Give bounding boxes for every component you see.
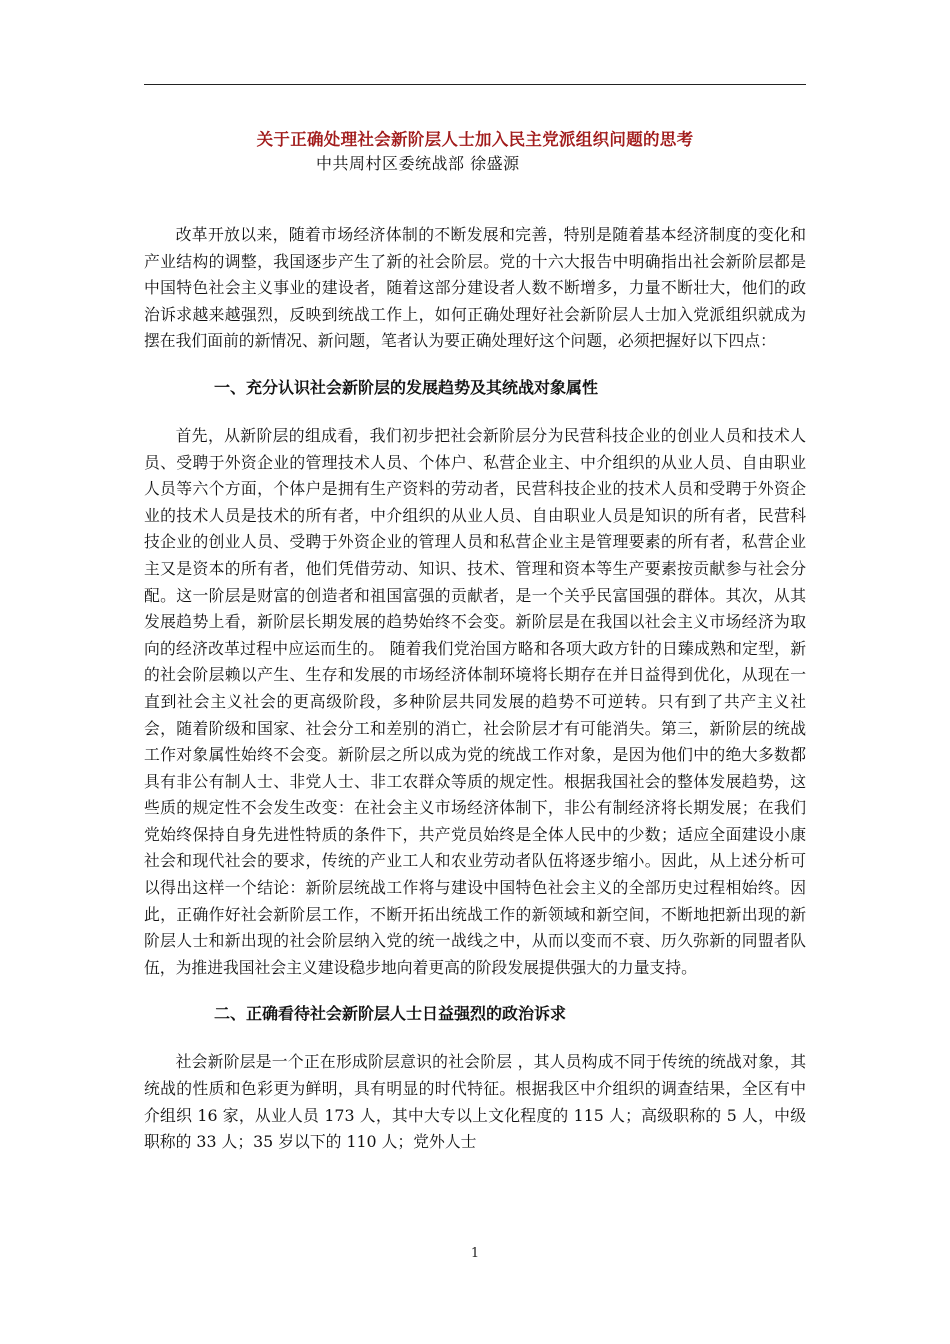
document-body [144,222,806,1156]
section-body-1: 首先，从新阶层的组成看，我们初步把社会新阶层分为民营科技企业的创业人员和技术人员、受聘于外资企业的管理技术人员、个体户、私营企业主、中介组织的从业人员、自由职业人员等六个方面，个体户是拥有生产资料的劳动者，民营科技企业的技术人员和受聘于外资企业的技术人员是技术的所有者，中介组织的从业人员、自由职业人员是知识的所有者，民营科技企业的创业人员、受聘于外资企业的管理人员和私营企业主是管理要素的所有者，私营企业主又是资本的所有者，他们凭借劳动、知识、技术、管理和资本等生产要素按贡献参与社会分配。这一阶层是财富的创造者和祖国富强的贡献者，是一个关乎民富国强的群体。其次，从其发展趋势上看，新阶层长期发展的趋势始终不会变。新阶层是在我国以社会主义市场经济为取向的经济改革过程中应运而生的。 随着我们党治国方略和各项大政方针的日臻成熟和定型，新的社会阶层赖以产生、生存和发展的市场经济体制环境将长期存在并日益得到优化，从现在一直到社会主义社会的更高级阶段，多种阶层共同发展的趋势不可逆转。只有到了共产主义社会，随着阶级和国家、社会分工和差别的消亡，社会阶层才有可能消失。第三，新阶层的统战工作对象属性始终不会变。新阶层之所以成为党的统战工作对象，是因为他们中的绝大多数都具有非公有制人士、非党人士、非工农群众等质的规定性。根据我国社会的整体发展趋势，这些质的规定性不会发生改变：在社会主义市场经济体制下，非公有制经济将长期发展；在我们党始终保持自身先进性特质的条件下，共产党员始终是全体人民中的少数；适应全面建设小康社会和现代社会的要求，传统的产业工人和农业劳动者队伍将逐步缩小。因此，从上述分析可以得出这样一个结论：新阶层统战工作将与建设中国特色社会主义的全部历史过程相始终。因此，正确作好社会新阶层工作，不断开拓出统战工作的新领域和新空间，不断地把新出现的新阶层人士和新出现的社会阶层纳入党的统一战线之中，从而以变而不衰、历久弥新的同盟者队伍，为推进我国社会主义建设稳步地向着更高的阶段发展提供强大的力量支持。 [144,425,806,977]
page-number: 1 [470,1246,480,1261]
author-byline: 中共周村区委统战部 徐盛源 [316,154,520,173]
document-title: 关于正确处理社会新阶层人士加入民主党派组织问题的思考 [256,130,694,149]
intro-paragraph: 改革开放以来，随着市场经济体制的不断发展和完善，特别是随着基本经济制度的变化和产业结构的调整，我国逐步产生了新的社会阶层。党的十六大报告中明确指出社会新阶层都是中国特色社会主义事业的建设者，随着这部分建设者人数不断增多，力量不断壮大，他们的政治诉求越来越强烈，反映到统战工作上，如何正确处理好社会新阶层人士加入党派组织就成为摆在我们面前的新情况、新问题，笔者认为要正确处理好这个问题，必须把握好以下四点： [144,225,806,351]
header-rule [144,84,806,85]
section-heading-2: 二、正确看待社会新阶层人士日益强烈的政治诉求 [214,1004,567,1024]
section-body-2: 社会新阶层是一个正在形成阶层意识的社会阶层 ，其人员构成不同于传统的统战对象，其统战的性质和色彩更为鲜明，具有明显的时代特征。根据我区中介组织的调查结果，全区有中介组织 16 家，从业人员 173 人，其中大专以上文化程度的 115 人；高级职称的 5 人，中级职称的 33 人；35 岁以下的 110 人；党外人士 [144,1052,806,1152]
section-heading-1: 一、充分认识社会新阶层的发展趋势及其统战对象属性 [214,377,599,397]
